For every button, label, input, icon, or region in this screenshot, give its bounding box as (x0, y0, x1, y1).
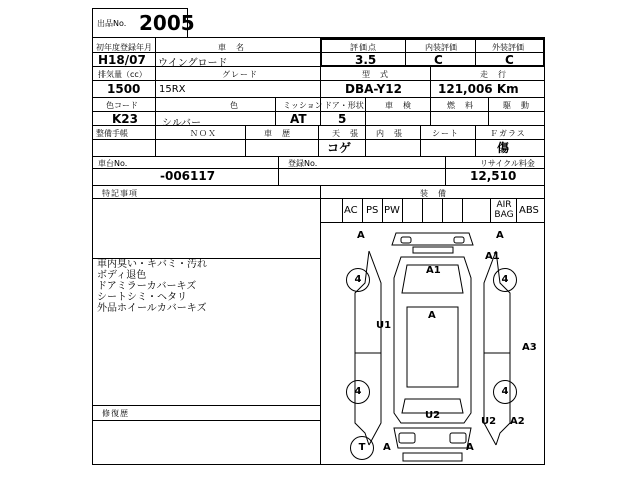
reg-year-label: 初年度登録年月 (96, 43, 152, 52)
damage-bumper-rear-right: U2 (481, 416, 497, 427)
damage-roof: A (428, 310, 436, 321)
mission-value: AT (290, 112, 307, 126)
color-code-label: 色コード (106, 101, 138, 110)
f-glass-label: Ｆガラス (490, 129, 526, 138)
remark-item: ドアミラーカバーキズ (97, 281, 197, 292)
color-code-value: K23 (112, 112, 138, 126)
equip-pw: PW (384, 205, 400, 216)
chassis-no-label: 車台No. (98, 159, 128, 168)
wheel-rear-left: 4 (346, 380, 370, 404)
equip-airbag: AIR BAG (494, 200, 514, 220)
equip-abs: ABS (519, 205, 539, 216)
drive-label: 駆 動 (503, 101, 530, 110)
damage-front-right: A (496, 230, 504, 241)
mileage-label: 走 行 (480, 70, 507, 79)
color-value: シルバー (162, 118, 202, 129)
color-label: 色 (230, 101, 239, 110)
lot-number: 2005 (139, 11, 195, 35)
equip-ps: PS (366, 205, 379, 216)
lot-label: 出品No. (97, 19, 127, 28)
damage-door-left: U1 (376, 320, 392, 331)
reg-year-value: H18/07 (98, 53, 146, 67)
service-manual-label: 整備手帳 (96, 129, 128, 138)
car-diagram (321, 223, 544, 464)
damage-side-right: A3 (522, 342, 537, 353)
repair-history-label: 修復歴 (102, 409, 129, 418)
remarks-list (97, 259, 207, 314)
grade-value: 15RX (159, 84, 186, 95)
upholstery-label: 内 張 (376, 129, 403, 138)
grade-label: グレード (222, 70, 258, 79)
damage-hood: A1 (426, 265, 441, 276)
damage-front-left: A (357, 230, 365, 241)
sunroof-label: 天 張 (332, 129, 359, 138)
interior-label: 内装評価 (425, 43, 457, 52)
f-glass-value: 傷 (497, 141, 510, 155)
equipment-label: 装 備 (420, 189, 447, 198)
model-value: ウイングロード (158, 58, 228, 69)
remark-item: ボディ退色 (97, 270, 147, 281)
equip-ac: AC (344, 205, 358, 216)
special-notes-label: 特記事項 (102, 189, 138, 198)
sunroof-value: コゲ (327, 141, 352, 155)
type-value: DBA-Y12 (345, 82, 402, 96)
displacement-label: 排気量（cc） (98, 70, 147, 79)
spare-tire: T (350, 436, 374, 460)
doors-value: 5 (338, 112, 347, 126)
damage-fender-right: A1 (485, 251, 500, 262)
remark-item: 車内臭い・キバミ・汚れ (97, 259, 207, 270)
reg-no-label: 登録No. (288, 159, 318, 168)
damage-tail-right: A (466, 442, 474, 453)
car-check-label: 車 検 (385, 101, 412, 110)
recycle-fee-label: リサイクル料金 (480, 159, 535, 168)
exterior-label: 外装評価 (492, 43, 524, 52)
remark-item: シートシミ・ヘタリ (97, 292, 187, 303)
interior-value: C (434, 53, 443, 67)
exterior-value: C (505, 53, 514, 67)
damage-rear: U2 (425, 410, 441, 421)
remark-item: 外品ホイールカバーキズ (97, 303, 207, 314)
damage-tail-left: A (383, 442, 391, 453)
score-label: 評価点 (350, 43, 377, 52)
lot-box (92, 8, 195, 38)
history-label: 車 歴 (264, 129, 291, 138)
mission-label: ミッション (283, 101, 323, 110)
nox-label: ＮＯＸ (190, 129, 217, 138)
damage-quarter-rear-right: A2 (510, 416, 525, 427)
recycle-fee-value: 12,510 (470, 169, 517, 183)
wheel-front-left: 4 (346, 268, 370, 292)
fuel-label: 燃 料 (447, 101, 474, 110)
score-value: 3.5 (355, 53, 377, 67)
wheel-rear-right: 4 (493, 380, 517, 404)
doors-label: ドア・形状 (324, 101, 364, 110)
seat-label: シート (432, 129, 459, 138)
wheel-front-right: 4 (493, 268, 517, 292)
mileage-value: 121,006 Km (438, 82, 519, 96)
displacement-value: 1500 (107, 82, 141, 96)
type-label: 型 式 (362, 70, 389, 79)
chassis-no-value: -006117 (160, 169, 216, 183)
model-label: 車 名 (218, 43, 245, 52)
